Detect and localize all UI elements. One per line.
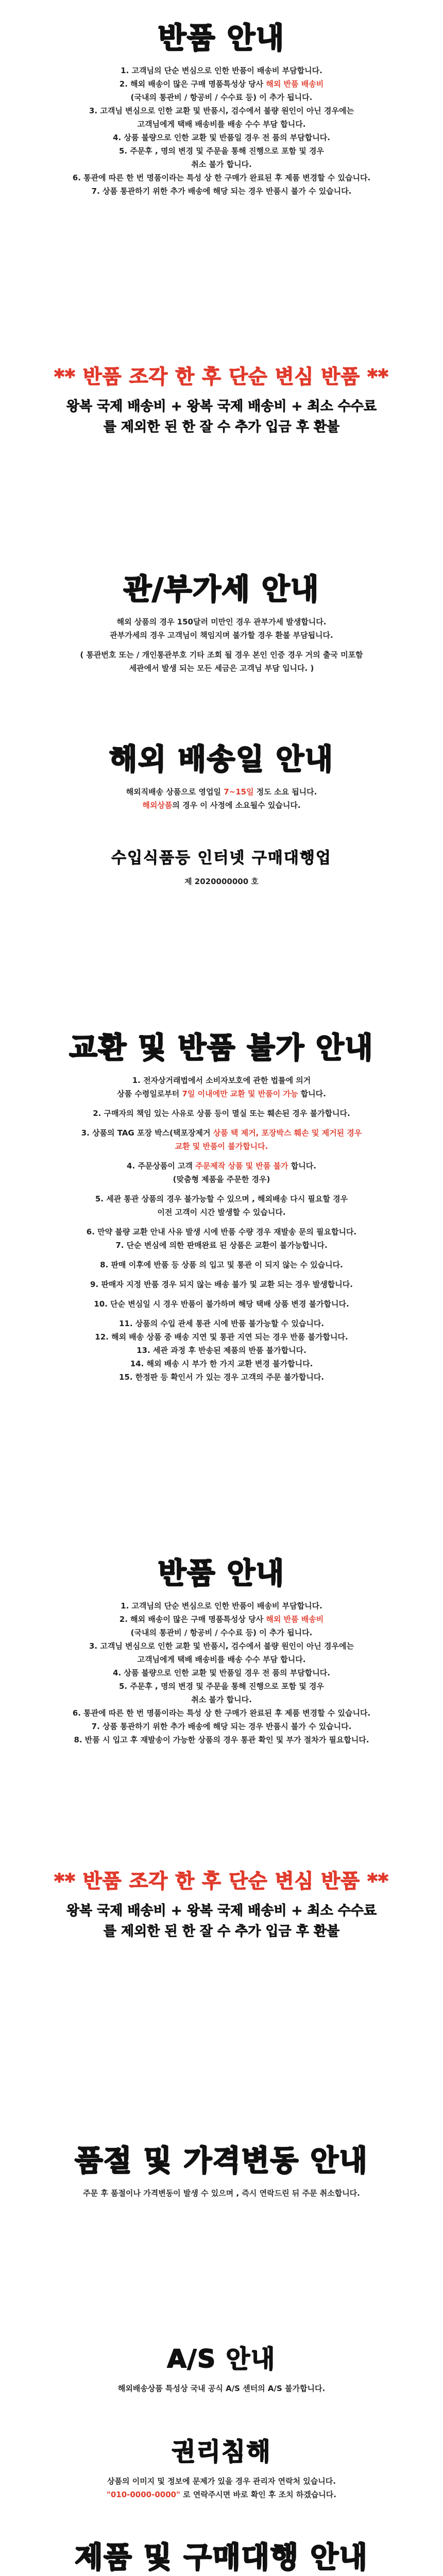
text-segment: 2. 구매자의 책임 있는 사유로 상품 등이 멸실 또는 훼손된 경우 불가합니다. — [93, 1109, 350, 1118]
text-segment: 8. 판매 이후에 반품 등 상품 의 입고 및 통관 이 되지 않는 수 있습니다. — [100, 1260, 343, 1269]
text-line — [46, 1733, 397, 1747]
return-section — [0, 15, 443, 198]
text-segment: 주문 후 품절이나 가격변동이 발생 수 있으며 , 즉시 연락드린 뒤 주문 취소합니다. — [83, 2189, 360, 2198]
text-line — [46, 1613, 397, 1626]
text-line — [46, 117, 397, 131]
soldout-section — [0, 2138, 443, 2200]
text-line — [46, 104, 397, 117]
text-line — [46, 1219, 397, 1225]
rights-section — [0, 2432, 443, 2501]
text-line — [46, 131, 397, 144]
text-line — [46, 1317, 397, 1330]
text-segment: 해외 상품의 경우 150달러 미만인 경우 관부가세 발생합니다. — [116, 617, 327, 626]
highlight-text: 주문제작 상품 및 반품 불가 — [195, 1161, 288, 1171]
text-segment: 정도 소요 됩니다. — [253, 787, 317, 796]
text-segment: 2. 해외 배송이 많은 구매 명품특성상 당사 — [119, 1615, 266, 1624]
section-title: 품절 및 가격변동 안내 — [75, 2144, 368, 2178]
section-title: 관/부가세 안내 — [123, 573, 320, 606]
banner-line: 왕복 국제 배송비 + 왕복 국제 배송비 + 최소 수수료 — [66, 399, 377, 414]
text-line — [46, 648, 397, 662]
text-segment: 7. 상품 통관하기 위한 추가 배송에 해당 되는 경우 반품시 불가 수 있습니다. — [91, 1722, 352, 1731]
section-body — [0, 1074, 443, 1384]
highlight-text: 해외상품 — [142, 801, 173, 810]
text-segment: 취소 불가 합니다. — [191, 1695, 252, 1704]
section-body — [0, 2187, 443, 2200]
text-line — [46, 1087, 397, 1100]
text-segment: 12. 해외 배송 상품 중 배송 지연 및 통관 지연 되는 경우 반품 불가합니다. — [95, 1332, 348, 1342]
as-section — [0, 2339, 443, 2395]
text-line — [46, 1258, 397, 1272]
text-segment: (맞춤형 제품을 주문한 경우) — [173, 1175, 270, 1184]
text-line — [46, 144, 397, 158]
text-segment: 로 연락주시면 바로 확인 후 조치 하겠습니다. — [180, 2490, 336, 2499]
section-title: 반품 안내 — [158, 1557, 285, 1590]
text-line — [46, 171, 397, 184]
text-segment: 4. 상품 불량으로 인한 교환 및 반품일 경우 전 품의 부담합니다. — [113, 133, 330, 142]
text-segment: 관부가세의 경우 고객님이 책임지며 불가할 경우 환불 부담됩니다. — [110, 631, 333, 640]
text-line — [46, 1126, 397, 1140]
import-license-section — [0, 845, 443, 888]
text-line — [46, 77, 397, 91]
text-line — [46, 1192, 397, 1206]
text-segment: 상품의 이미지 및 정보에 문제가 있을 경우 관리자 연락처 있습니다. — [107, 2477, 336, 2486]
text-line — [46, 1344, 397, 1357]
product-agency-section — [0, 2535, 443, 2576]
text-line — [46, 1357, 397, 1370]
text-line — [46, 1140, 397, 1153]
section-title: 수입식품등 인터넷 구매대행업 — [111, 849, 332, 867]
text-line — [46, 1186, 397, 1192]
text-segment: (국내의 통관비 / 항공비 / 수수료 등) 이 추가 됩니다. — [130, 1628, 313, 1637]
no-return-section — [0, 1025, 443, 1384]
section-title: 제품 및 구매대행 안내 — [75, 2541, 368, 2574]
section-title: 교환 및 반품 불가 안내 — [69, 1031, 374, 1065]
text-line — [46, 1159, 397, 1173]
text-line — [46, 1074, 397, 1087]
text-segment: 1. 고객님의 단순 변심으로 인한 반품이 배송비 부담합니다. — [121, 1601, 322, 1611]
text-line — [46, 629, 397, 642]
text-segment: 10. 단순 변심일 시 경우 반품이 불가하며 해당 택배 상품 변경 불가합니다. — [94, 1299, 349, 1309]
section-title: 권리침해 — [172, 2437, 271, 2466]
text-segment: 4. 상품 불량으로 인한 교환 및 반품일 경우 전 품의 부담합니다. — [113, 1668, 330, 1677]
text-line — [46, 1639, 397, 1653]
text-segment: 7. 상품 통관하기 위한 추가 배송에 해당 되는 경우 반품시 불가 수 있습니다. — [91, 187, 352, 196]
text-segment: 5. 주문후 , 명의 변경 및 주문을 통해 진행으로 포함 및 경우 — [118, 1682, 325, 1691]
section-body — [0, 2382, 443, 2395]
text-line — [46, 1297, 397, 1311]
text-line — [46, 662, 397, 675]
section-title: 해외 배송일 안내 — [109, 743, 334, 776]
text-line — [46, 1626, 397, 1639]
text-line — [46, 2382, 397, 2395]
text-segment: 이전 고객이 시간 발생할 수 있습니다. — [157, 1208, 286, 1217]
text-line — [46, 91, 397, 104]
notice-banner — [0, 361, 443, 437]
text-segment: ( 통관번호 또는 / 개인통관부호 기타 조회 될 경우 본인 인증 경우 거의 출국 미포함 — [80, 650, 363, 659]
text-line — [46, 2187, 397, 2200]
text-line — [46, 1153, 397, 1159]
text-line — [46, 1206, 397, 1219]
text-line — [46, 1680, 397, 1693]
text-segment: 5. 주문후 , 명의 변경 및 주문을 통해 진행으로 포함 및 경우 — [118, 146, 325, 156]
text-segment: 2. 해외 배송이 많은 구매 명품특성상 당사 — [119, 79, 266, 89]
text-line — [46, 1100, 397, 1107]
text-line — [46, 1107, 397, 1120]
text-line — [46, 1239, 397, 1252]
text-segment: 5. 세관 통관 상품의 경우 불가능할 수 있으며 , 해외배송 다시 필요할 경우 — [95, 1194, 348, 1204]
text-segment: 합니다. — [298, 1089, 326, 1098]
tax-section — [0, 567, 443, 675]
text-segment: 1. 고객님의 단순 변심으로 인한 반품이 배송비 부담합니다. — [121, 66, 322, 75]
banner-title: ** 반품 조각 한 후 단순 변심 반품 ** — [54, 365, 389, 388]
text-line — [46, 1693, 397, 1706]
text-line — [46, 1653, 397, 1666]
text-line — [46, 1370, 397, 1384]
text-segment: 3. 고객님 변심으로 인한 교환 및 반품시, 검수에서 불량 원인이 아닌 경우에는 — [89, 1641, 354, 1651]
text-line — [46, 64, 397, 77]
text-segment: 상품 수령일로부터 — [117, 1089, 182, 1098]
text-line — [46, 642, 397, 648]
section-body — [0, 875, 443, 888]
text-line — [46, 1311, 397, 1317]
section-body — [0, 785, 443, 812]
text-line — [46, 1706, 397, 1720]
text-segment: 제 2020000000 호 — [184, 877, 259, 886]
text-segment: 6. 만약 불량 교환 안내 사유 발생 시에 반품 수량 경우 재발송 문의 필요합니다. — [86, 1227, 357, 1236]
section-title: 반품 안내 — [158, 22, 285, 55]
text-segment: 취소 불가 합니다. — [191, 160, 252, 169]
text-line — [46, 799, 397, 812]
highlight-text: 7~15일 — [224, 787, 254, 796]
text-segment: 14. 해외 배송 시 부가 한 가지 교환 변경 불가합니다. — [130, 1359, 313, 1368]
text-segment: 4. 주문상품이 고객 — [127, 1161, 196, 1171]
section-body — [0, 2475, 443, 2501]
text-segment: 6. 통관에 따른 한 번 명품이라는 특성 상 한 구매가 완료된 후 제품 변경할 수 있습니다. — [72, 173, 371, 182]
text-line — [46, 615, 397, 629]
text-line — [46, 2488, 397, 2501]
highlight-text: 상품 택 제거, 포장박스 훼손 및 제거된 경우 — [213, 1128, 362, 1138]
text-segment: 해외배송상품 특성상 국내 공식 A/S 센터의 A/S 불가합니다. — [117, 2384, 326, 2393]
text-segment: 3. 고객님 변심으로 인한 교환 및 반품시, 검수에서 불량 원인이 아닌 경우에는 — [89, 106, 354, 115]
text-segment: 7. 단순 변심에 의한 판매완료 된 상품은 교환이 불가능합니다. — [115, 1241, 328, 1250]
text-segment: 합니다. — [288, 1161, 316, 1171]
text-segment: 해외직배송 상품으로 영업일 — [126, 787, 224, 796]
text-segment: 의 경우 이 사정에 소요될수 있습니다. — [172, 801, 301, 810]
text-segment: 9. 판매자 지정 반품 경우 되지 않는 배송 불가 및 교환 되는 경우 발생합니다. — [90, 1280, 353, 1289]
text-line — [46, 1120, 397, 1126]
text-line — [46, 1252, 397, 1258]
text-line — [46, 184, 397, 198]
text-segment: 세관에서 발생 되는 모든 세금은 고객님 부담 입니다. ) — [129, 664, 314, 673]
text-segment: 고객님에게 택배 배송비를 배송 수수 부담 합니다. — [137, 1655, 306, 1664]
text-line — [46, 1291, 397, 1297]
return-section-2 — [0, 1551, 443, 1747]
text-segment: 8. 반품 시 입고 후 재발송이 가능한 상품의 경우 통관 확인 및 부가 절차가 필요합니다. — [74, 1735, 369, 1744]
section-title: A/S 안내 — [167, 2345, 276, 2374]
section-body — [0, 1599, 443, 1747]
text-line — [46, 1278, 397, 1291]
highlight-text: 7일 이내에만 교환 및 반품이 가능 — [182, 1089, 298, 1098]
section-body — [0, 64, 443, 198]
text-line — [46, 785, 397, 799]
text-line — [46, 158, 397, 171]
text-segment: 15. 한정판 등 확인서 가 있는 경우 고객의 주문 불가합니다. — [118, 1372, 325, 1382]
banner-line: 를 제외한 된 한 잘 수 추가 입금 후 환불 — [103, 419, 340, 435]
highlight-text: 해외 반품 배송비 — [266, 79, 324, 89]
text-segment: 1. 전자상거래법에서 소비자보호에 관한 법률에 의거 — [132, 1076, 311, 1085]
notice-banner-2 — [0, 1865, 443, 1942]
text-line — [46, 1173, 397, 1186]
highlight-text: 해외 반품 배송비 — [266, 1615, 324, 1624]
banner-line: 를 제외한 된 한 잘 수 추가 입금 후 환불 — [103, 1924, 340, 1939]
section-body — [0, 615, 443, 675]
text-segment: 3. 상품의 TAG 포장 박스(택포장제거 — [81, 1128, 213, 1138]
text-line — [46, 1272, 397, 1278]
highlight-text: 교환 및 반품이 불가합니다. — [175, 1142, 268, 1151]
text-line — [46, 1599, 397, 1613]
text-line — [46, 1666, 397, 1680]
highlight-text: "010-0000-0000" — [107, 2490, 180, 2499]
text-segment: 11. 상품의 수입 관세 통관 시에 반품 불가능할 수 있습니다. — [118, 1319, 325, 1328]
text-line — [46, 875, 397, 888]
text-segment: 13. 세관 과정 후 반송된 제품의 반품 불가합니다. — [137, 1346, 306, 1355]
banner-title: ** 반품 조각 한 후 단순 변심 반품 ** — [54, 1870, 389, 1892]
text-line — [46, 1720, 397, 1733]
banner-line: 왕복 국제 배송비 + 왕복 국제 배송비 + 최소 수수료 — [66, 1903, 377, 1919]
text-line — [46, 1225, 397, 1239]
text-line — [46, 1330, 397, 1344]
text-segment: 고객님에게 택배 배송비를 배송 수수 부담 합니다. — [137, 120, 306, 129]
text-segment: 6. 통관에 따른 한 번 명품이라는 특성 상 한 구매가 완료된 후 제품 변경할 수 있습니다. — [72, 1708, 371, 1718]
text-segment: (국내의 통관비 / 항공비 / 수수료 등) 이 추가 됩니다. — [130, 93, 313, 102]
shipping-section — [0, 737, 443, 812]
text-line — [46, 2475, 397, 2488]
